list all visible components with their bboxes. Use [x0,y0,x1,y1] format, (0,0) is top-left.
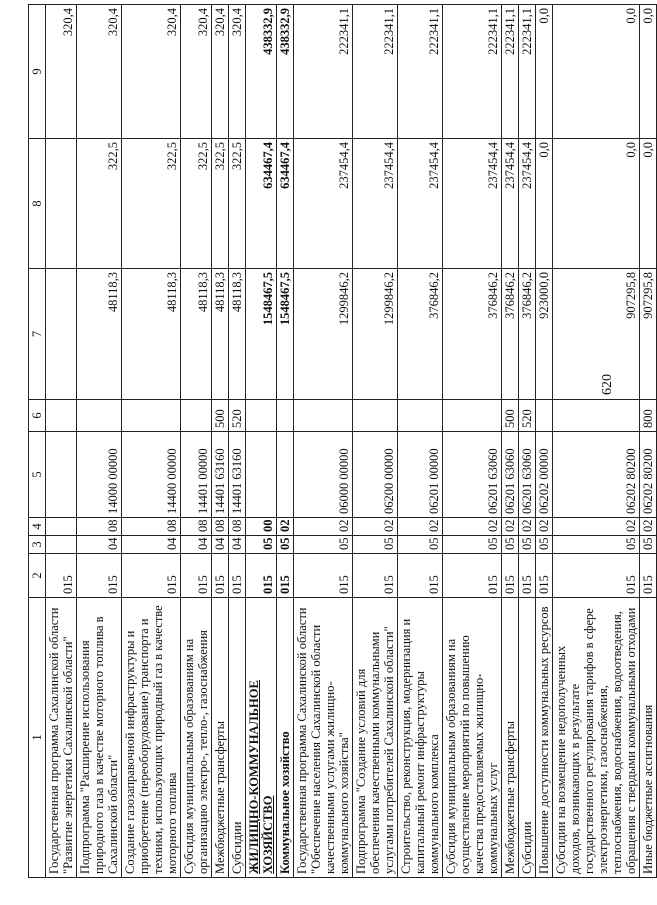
amount-col9-cell: 0,0 [536,5,553,139]
admin-code-cell: 015 [181,554,212,598]
amount-col7-cell: 923000,0 [536,269,553,400]
subsection-code-cell: 08 [122,518,181,536]
admin-code-cell: 015 [277,554,294,598]
amount-col7-cell: 376846,2 [519,269,536,400]
amount-col8-cell: 322,5 [229,139,246,269]
amount-col9-cell: 320,4 [122,5,181,139]
admin-code-cell: 015 [443,554,502,598]
target-article-code-cell [277,432,294,518]
expense-type-code-cell [277,400,294,432]
admin-code-cell: 015 [640,554,657,598]
admin-code-cell: 015 [246,554,277,598]
amount-col9-cell: 0,0 [553,5,640,139]
table-row [502,5,519,878]
admin-code-cell: 015 [212,554,229,598]
table-row [398,5,443,878]
admin-code-cell: 015 [502,554,519,598]
section-code-cell: 05 [246,536,277,554]
expense-type-code-cell [398,400,443,432]
header-cell: 8 [29,139,46,269]
subsection-code-cell: 02 [443,518,502,536]
table-row [77,5,122,878]
target-article-code-cell [246,432,277,518]
amount-col7-cell [46,269,77,400]
row-name-cell: Подпрограмма "Расширение использования природного газа в качестве моторного топлива в Сахалинской области" [77,598,122,878]
amount-col8-cell: 0,0 [553,139,640,269]
expense-type-code-cell [553,400,640,432]
amount-col7-cell: 907295,8 [553,269,640,400]
admin-code-cell: 015 [229,554,246,598]
section-code-cell: 05 [640,536,657,554]
subsection-code-cell: 08 [212,518,229,536]
admin-code-cell: 015 [122,554,181,598]
target-article-code-cell: 06202 00000 [536,432,553,518]
expense-type-code-cell [443,400,502,432]
section-code-cell: 05 [443,536,502,554]
expense-type-code-cell: 500 [502,400,519,432]
header-cell: 1 [29,598,46,878]
amount-col9-cell: 438332,9 [277,5,294,139]
amount-col8-cell: 237454,4 [353,139,398,269]
row-name-cell: Иные бюджетные ассигнования [640,598,657,878]
amount-col9-cell: 320,4 [181,5,212,139]
admin-code-cell: 015 [46,554,77,598]
row-name-cell: Государственная программа Сахалинской области "Развитие энергетики Сахалинской области" [46,598,77,878]
table-row [536,5,553,878]
amount-col8-cell [46,139,77,269]
admin-code-cell: 015 [519,554,536,598]
target-article-code-cell: 06201 63060 [502,432,519,518]
amount-col9-cell: 438332,9 [246,5,277,139]
header-cell: 9 [29,5,46,139]
section-code-cell [46,536,77,554]
target-article-code-cell: 14401 00000 [181,432,212,518]
admin-code-cell: 015 [398,554,443,598]
table-row [181,5,212,878]
row-name-cell: Государственная программа Сахалинской области "Обеспечение населения Сахалинской области качественными услугами жилищно-коммунального хозяйства" [294,598,353,878]
amount-col9-cell: 222341,1 [519,5,536,139]
expense-type-code-cell [536,400,553,432]
amount-col8-cell: 0,0 [536,139,553,269]
target-article-code-cell: 06000 00000 [294,432,353,518]
amount-col9-cell: 0,0 [640,5,657,139]
target-article-code-cell: 06202 80200 [553,432,640,518]
expense-type-code-cell: 500 [212,400,229,432]
section-code-cell: 05 [536,536,553,554]
amount-col9-cell: 222341,1 [398,5,443,139]
target-article-code-cell: 06201 00000 [398,432,443,518]
row-name-cell: Подпрограмма "Создание условий для обеспечения качественными коммунальными услугами потребителей Сахалинской области" [353,598,398,878]
row-name-cell: Субсидии на возмещение недополученных доходов, возникающих в результате государственного регулирования тарифов в сфере электроэнергетики, газоснабжения, теплоснабжения, водоснабжения, водоотведения, обращения с твердыми коммунальными отходами [553,598,640,878]
section-code-cell: 05 [519,536,536,554]
header-row [29,5,46,878]
row-name-cell: Субсидия муниципальным образованиям на осуществление мероприятий по повышению качества предоставляемых жилищно-коммунальных услуг [443,598,502,878]
table-row [294,5,353,878]
amount-col9-cell: 320,4 [212,5,229,139]
target-article-code-cell [46,432,77,518]
table-row [553,5,640,878]
expense-type-code-cell [181,400,212,432]
budget-table-rotated [28,5,655,878]
subsection-code-cell: 08 [77,518,122,536]
section-code-cell: 05 [553,536,640,554]
amount-col9-cell: 222341,1 [353,5,398,139]
amount-col8-cell: 322,5 [212,139,229,269]
amount-col8-cell: 322,5 [122,139,181,269]
budget-table [28,4,657,878]
row-name-cell: Повышение доступности коммунальных ресурсов [536,598,553,878]
amount-col7-cell: 376846,2 [398,269,443,400]
subsection-code-cell: 00 [246,518,277,536]
section-code-cell: 04 [122,536,181,554]
subsection-code-cell [46,518,77,536]
admin-code-cell: 015 [77,554,122,598]
section-code-cell: 05 [502,536,519,554]
target-article-code-cell: 14401 63160 [229,432,246,518]
amount-col7-cell: 1548467,5 [246,269,277,400]
header-cell: 7 [29,269,46,400]
row-name-cell: Межбюджетные трансферты [502,598,519,878]
amount-col7-cell: 1548467,5 [277,269,294,400]
expense-type-code-cell [246,400,277,432]
section-code-cell: 04 [229,536,246,554]
header-cell: 2 [29,554,46,598]
target-article-code-cell: 06201 63060 [443,432,502,518]
row-name-cell: Субсидии [229,598,246,878]
amount-col9-cell: 222341,1 [502,5,519,139]
amount-col8-cell: 237454,4 [519,139,536,269]
amount-col8-cell: 237454,4 [398,139,443,269]
section-code-cell: 05 [398,536,443,554]
amount-col7-cell: 48118,3 [181,269,212,400]
amount-col7-cell: 48118,3 [229,269,246,400]
amount-col9-cell: 222341,1 [294,5,353,139]
subsection-code-cell: 08 [181,518,212,536]
section-code-cell: 05 [294,536,353,554]
target-article-code-cell: 06202 80200 [640,432,657,518]
section-code-cell: 04 [212,536,229,554]
subsection-code-cell: 02 [536,518,553,536]
row-name-cell: Создание газозаправочной инфраструктуры и приобретение (переоборудование) транспорта и техники, использующих природный газ в качестве моторного топлива [122,598,181,878]
table-row [246,5,277,878]
amount-col7-cell: 376846,2 [443,269,502,400]
amount-col7-cell: 48118,3 [77,269,122,400]
expense-type-code-cell [77,400,122,432]
table-row [212,5,229,878]
section-code-cell: 04 [77,536,122,554]
amount-col9-cell: 320,4 [46,5,77,139]
admin-code-cell: 015 [536,554,553,598]
table-row [443,5,502,878]
expense-type-code-cell: 520 [229,400,246,432]
subsection-code-cell: 02 [294,518,353,536]
row-name-cell: Строительство, реконструкция, модернизация и капитальный ремонт инфраструктуры коммунального комплекса [398,598,443,878]
expense-type-code-cell [353,400,398,432]
table-row [46,5,77,878]
row-name-cell: Субсидия муниципальным образованиям на организацию электро-, тепло-, газоснабжения [181,598,212,878]
subsection-code-cell: 08 [229,518,246,536]
target-article-code-cell: 06200 00000 [353,432,398,518]
row-name-cell: Коммунальное хозяйство [277,598,294,878]
amount-col8-cell: 322,5 [77,139,122,269]
table-row [122,5,181,878]
header-cell: 4 [29,518,46,536]
subsection-code-cell: 02 [398,518,443,536]
table-body [46,5,657,878]
amount-col9-cell: 320,4 [229,5,246,139]
target-article-code-cell: 14400 00000 [122,432,181,518]
header-cell: 6 [29,400,46,432]
subsection-code-cell: 02 [277,518,294,536]
amount-col9-cell: 222341,1 [443,5,502,139]
target-article-code-cell: 06201 63060 [519,432,536,518]
amount-col8-cell: 237454,4 [294,139,353,269]
row-name-cell: ЖИЛИЩНО-КОММУНАЛЬНОЕ ХОЗЯЙСТВО [246,598,277,878]
amount-col8-cell: 0,0 [640,139,657,269]
amount-col9-cell: 320,4 [77,5,122,139]
section-code-cell: 05 [353,536,398,554]
expense-type-code-cell [122,400,181,432]
table-row [640,5,657,878]
amount-col8-cell: 634467,4 [246,139,277,269]
table-row [277,5,294,878]
expense-type-code-cell: 520 [519,400,536,432]
header-cell: 5 [29,432,46,518]
target-article-code-cell: 14401 63160 [212,432,229,518]
row-name-cell: Межбюджетные трансферты [212,598,229,878]
expense-type-code-cell: 800 [640,400,657,432]
subsection-code-cell: 02 [353,518,398,536]
amount-col7-cell: 376846,2 [502,269,519,400]
subsection-code-cell: 02 [519,518,536,536]
target-article-code-cell: 14000 00000 [77,432,122,518]
amount-col7-cell: 907295,8 [640,269,657,400]
table-row [519,5,536,878]
amount-col7-cell: 1299846,2 [294,269,353,400]
amount-col8-cell: 237454,4 [443,139,502,269]
admin-code-cell: 015 [294,554,353,598]
expense-type-code-cell [294,400,353,432]
table-row [353,5,398,878]
subsection-code-cell: 02 [502,518,519,536]
subsection-code-cell: 02 [553,518,640,536]
amount-col7-cell: 1299846,2 [353,269,398,400]
section-code-cell: 05 [277,536,294,554]
page-number: 620 [600,374,615,395]
amount-col7-cell: 48118,3 [122,269,181,400]
section-code-cell: 04 [181,536,212,554]
admin-code-cell: 015 [353,554,398,598]
table-row [229,5,246,878]
amount-col8-cell: 237454,4 [502,139,519,269]
amount-col8-cell: 322,5 [181,139,212,269]
subsection-code-cell: 02 [640,518,657,536]
amount-col7-cell: 48118,3 [212,269,229,400]
row-name-cell: Субсидии [519,598,536,878]
header-cell: 3 [29,536,46,554]
amount-col8-cell: 634467,4 [277,139,294,269]
expense-type-code-cell [46,400,77,432]
admin-code-cell: 015 [553,554,640,598]
